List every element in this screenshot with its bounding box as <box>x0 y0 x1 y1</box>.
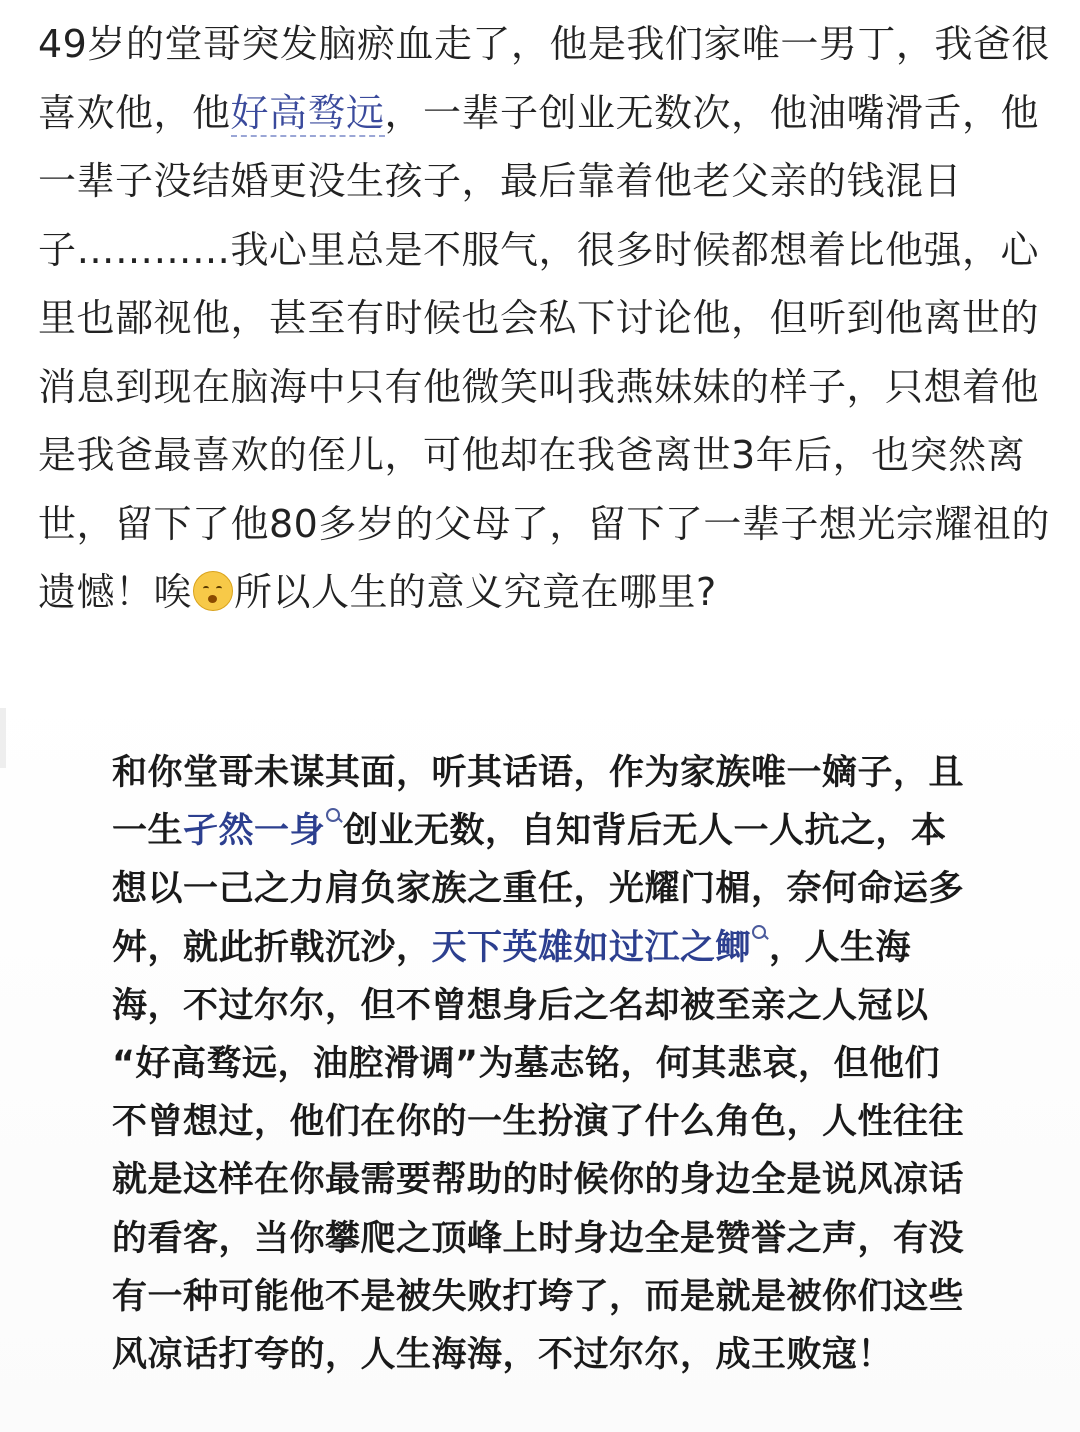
keyword-link-haogaowuyuan[interactable]: 好高骛远 <box>230 90 385 135</box>
post-line-2: 喜欢他，他好高骛远，一辈子创业无数次，他油嘴滑舌，他 <box>38 90 1040 135</box>
keyword-link-jieranyishen[interactable]: 孑然一身 <box>183 811 326 852</box>
comment-line-10: 有一种可能他不是被失败打垮了，而是就是被你们这些 <box>112 1276 965 1317</box>
comment-line-7: 不曾想过，他们在你的一生扮演了什么角色，人性往往 <box>112 1102 965 1143</box>
comment-line-1: 和你堂哥未谋其面，听其话语，作为家族唯一嫡子，且 <box>112 753 965 793</box>
comment-line-8: 就是这样在你最需要帮助的时候你的身边全是说风凉话 <box>112 1160 965 1201</box>
post-line-3: 一辈子没结婚更没生孩子，最后靠着他老父亲的钱混日 <box>38 159 963 203</box>
comment-line-4: 舛，就此折戟沉沙，天下英雄如过江之鲫 ，人生海 <box>112 919 1012 977</box>
post-line-4: 子…………我心里总是不服气，很多时候都想着比他强，心 <box>38 227 1040 272</box>
comment-line-2: 一生孑然一身 创业无数，自知背后无人一人抗之，本 <box>112 802 1012 860</box>
worried-face-icon <box>193 571 233 611</box>
comment-body <box>112 744 1012 1384</box>
comment-line-5: 海，不过尔尔，但不曾想身后之名却被至亲之人冠以 <box>112 985 929 1026</box>
post-line-8: 世，留下了他80多岁的父母了，留下了一辈子想光宗耀祖的 <box>38 501 1050 546</box>
search-icon[interactable] <box>325 808 343 834</box>
post-line-1: 49岁的堂哥突发脑瘀血走了，他是我们家唯一男丁，我爸很 <box>38 22 1050 66</box>
comment-line-6: “好高骛远，油腔滑调”为墓志铭，何其悲哀，但他们 <box>112 1043 941 1084</box>
keyword-link-tianxiayingxiong[interactable]: 天下英雄如过江之鲫 <box>431 927 752 968</box>
post-line-7: 是我爸最喜欢的侄儿，可他却在我爸离世3年后，也突然离 <box>38 433 1026 477</box>
comment-line-11: 风凉话打夸的，人生海海，不过尔尔，成王败寇！ <box>112 1334 894 1375</box>
comment-line-9: 的看客，当你攀爬之顶峰上时身边全是赞誉之声，有没 <box>112 1218 965 1259</box>
post-line-6: 消息到现在脑海中只有他微笑叫我燕妹妹的样子，只想着他 <box>38 364 1040 409</box>
search-icon[interactable] <box>751 925 769 951</box>
comment-line-3: 想以一己之力肩负家族之重任，光耀门楣，奈何命运多 <box>112 869 965 910</box>
post-line-9: 遗憾！唉 所以人生的意义究竟在哪里? <box>38 570 717 614</box>
post-line-5: 里也鄙视他，甚至有时候也会私下讨论他，但听到他离世的 <box>38 296 1040 340</box>
post-body <box>38 10 1050 627</box>
